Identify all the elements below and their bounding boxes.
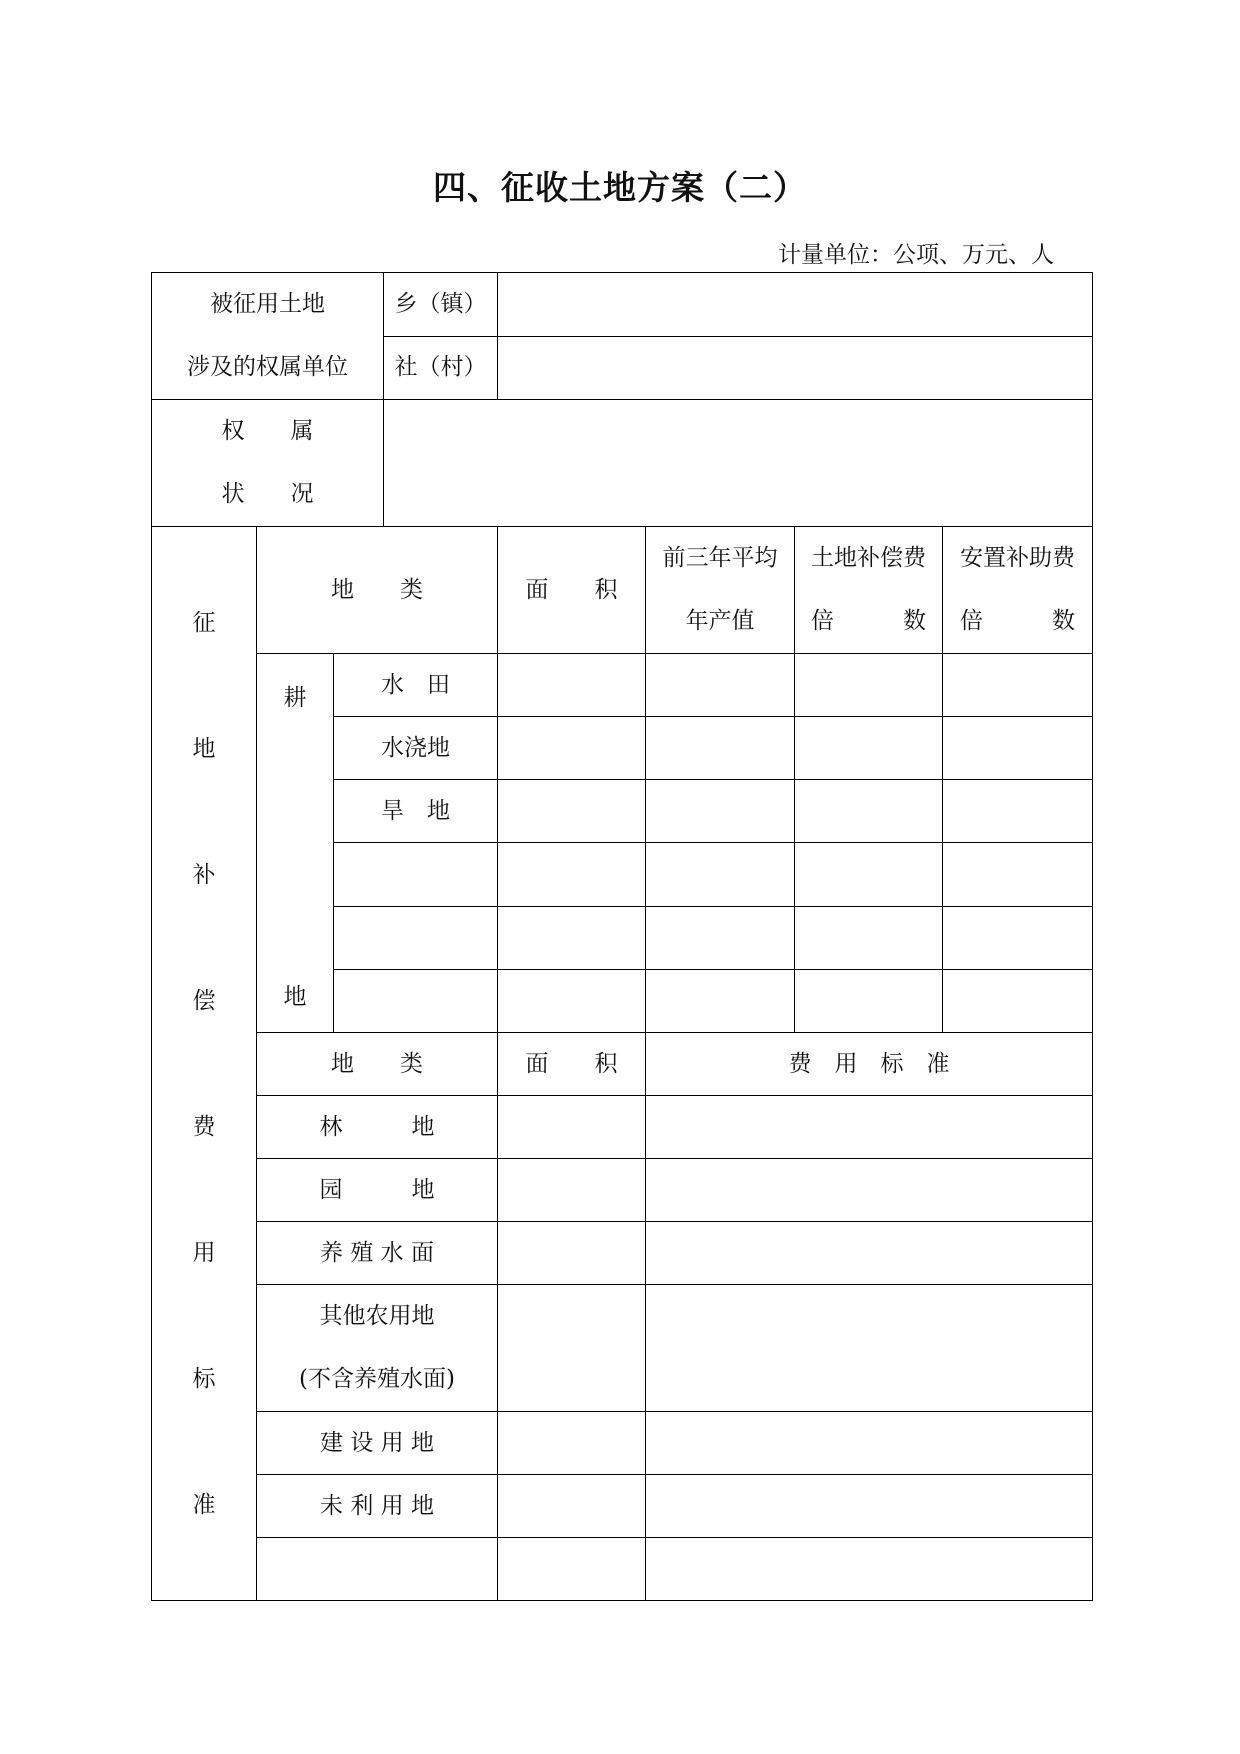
construction-land-label: 建 设 用 地 bbox=[257, 1412, 498, 1475]
unused-land-label: 未 利 用 地 bbox=[257, 1475, 498, 1538]
land-acquisition-table bbox=[151, 272, 1093, 1601]
avg-output-cell[interactable] bbox=[646, 969, 795, 1032]
resettle-cell[interactable] bbox=[943, 717, 1093, 780]
header-land-compensation: 土地补偿费 倍 数 bbox=[795, 527, 943, 654]
land-comp-cell[interactable] bbox=[795, 717, 943, 780]
header-area: 面 积 bbox=[498, 527, 646, 654]
table-row bbox=[152, 654, 1093, 717]
arable-type-label[interactable] bbox=[334, 969, 498, 1032]
resettle-cell[interactable] bbox=[943, 906, 1093, 969]
table-row bbox=[152, 1475, 1093, 1538]
affected-land-label: 被征用土地 涉及的权属单位 bbox=[152, 273, 384, 400]
other-farmland-label: 其他农用地 (不含养殖水面) bbox=[257, 1285, 498, 1412]
land-comp-cell[interactable] bbox=[795, 843, 943, 906]
fee-standard-cell[interactable] bbox=[646, 1159, 1093, 1222]
fee-standard-cell[interactable] bbox=[646, 1412, 1093, 1475]
land-comp-cell[interactable] bbox=[795, 654, 943, 717]
arable-type-label: 水 田 bbox=[334, 654, 498, 717]
resettle-cell[interactable] bbox=[943, 969, 1093, 1032]
area-cell[interactable] bbox=[498, 1096, 646, 1159]
area-cell[interactable] bbox=[498, 1285, 646, 1412]
land-comp-cell[interactable] bbox=[795, 906, 943, 969]
table-row bbox=[152, 1538, 1093, 1601]
ownership-status-label: 权 属 状 况 bbox=[152, 400, 384, 527]
fee-standard-cell[interactable] bbox=[646, 1475, 1093, 1538]
table-row bbox=[152, 1412, 1093, 1475]
resettle-cell[interactable] bbox=[943, 843, 1093, 906]
area-cell[interactable] bbox=[498, 1159, 646, 1222]
fee-standard-cell[interactable] bbox=[646, 1096, 1093, 1159]
avg-output-cell[interactable] bbox=[646, 843, 795, 906]
fee-standard-cell[interactable] bbox=[646, 1538, 1093, 1601]
compensation-side-label: 征 地 补 偿 费 用 标 准 bbox=[152, 527, 257, 1601]
unit-label: 计量单位：公项、万元、人 bbox=[778, 242, 1054, 268]
fee-standard-cell[interactable] bbox=[646, 1222, 1093, 1285]
village-label: 社（村） bbox=[384, 336, 498, 400]
arable-type-label[interactable] bbox=[334, 906, 498, 969]
area-cell[interactable] bbox=[498, 1412, 646, 1475]
arable-land-label: 耕 地 bbox=[257, 654, 334, 1033]
page-title: 四、征收土地方案（二） bbox=[433, 168, 807, 207]
avg-output-cell[interactable] bbox=[646, 780, 795, 843]
avg-output-cell[interactable] bbox=[646, 717, 795, 780]
area-cell[interactable] bbox=[498, 654, 646, 717]
table-row bbox=[152, 1285, 1093, 1412]
area-cell[interactable] bbox=[498, 843, 646, 906]
area-cell[interactable] bbox=[498, 906, 646, 969]
ownership-status-value[interactable] bbox=[384, 400, 1093, 527]
avg-output-cell[interactable] bbox=[646, 654, 795, 717]
table-row bbox=[152, 1096, 1093, 1159]
header-land-type-2: 地 类 bbox=[257, 1033, 498, 1096]
arable-type-label: 水浇地 bbox=[334, 717, 498, 780]
aquaculture-label: 养 殖 水 面 bbox=[257, 1222, 498, 1285]
township-value[interactable] bbox=[498, 273, 1093, 337]
table-row bbox=[152, 1159, 1093, 1222]
header-avg-output: 前三年平均 年产值 bbox=[646, 527, 795, 654]
resettle-cell[interactable] bbox=[943, 780, 1093, 843]
area-cell[interactable] bbox=[498, 969, 646, 1032]
fee-standard-cell[interactable] bbox=[646, 1285, 1093, 1412]
header-resettlement: 安置补助费 倍 数 bbox=[943, 527, 1093, 654]
area-cell[interactable] bbox=[498, 780, 646, 843]
header-land-type: 地 类 bbox=[257, 527, 498, 654]
area-cell[interactable] bbox=[498, 1222, 646, 1285]
resettle-cell[interactable] bbox=[943, 654, 1093, 717]
forest-land-label: 林 地 bbox=[257, 1096, 498, 1159]
header-fee-standard: 费 用 标 准 bbox=[646, 1033, 1093, 1096]
township-label: 乡（镇） bbox=[384, 273, 498, 337]
arable-type-label[interactable] bbox=[334, 843, 498, 906]
area-cell[interactable] bbox=[498, 1538, 646, 1601]
village-value[interactable] bbox=[498, 336, 1093, 400]
arable-type-label: 旱 地 bbox=[334, 780, 498, 843]
land-comp-cell[interactable] bbox=[795, 969, 943, 1032]
header-area-2: 面 积 bbox=[498, 1033, 646, 1096]
table-row bbox=[152, 1222, 1093, 1285]
area-cell[interactable] bbox=[498, 1475, 646, 1538]
area-cell[interactable] bbox=[498, 717, 646, 780]
extra-land-label[interactable] bbox=[257, 1538, 498, 1601]
avg-output-cell[interactable] bbox=[646, 906, 795, 969]
garden-land-label: 园 地 bbox=[257, 1159, 498, 1222]
land-comp-cell[interactable] bbox=[795, 780, 943, 843]
